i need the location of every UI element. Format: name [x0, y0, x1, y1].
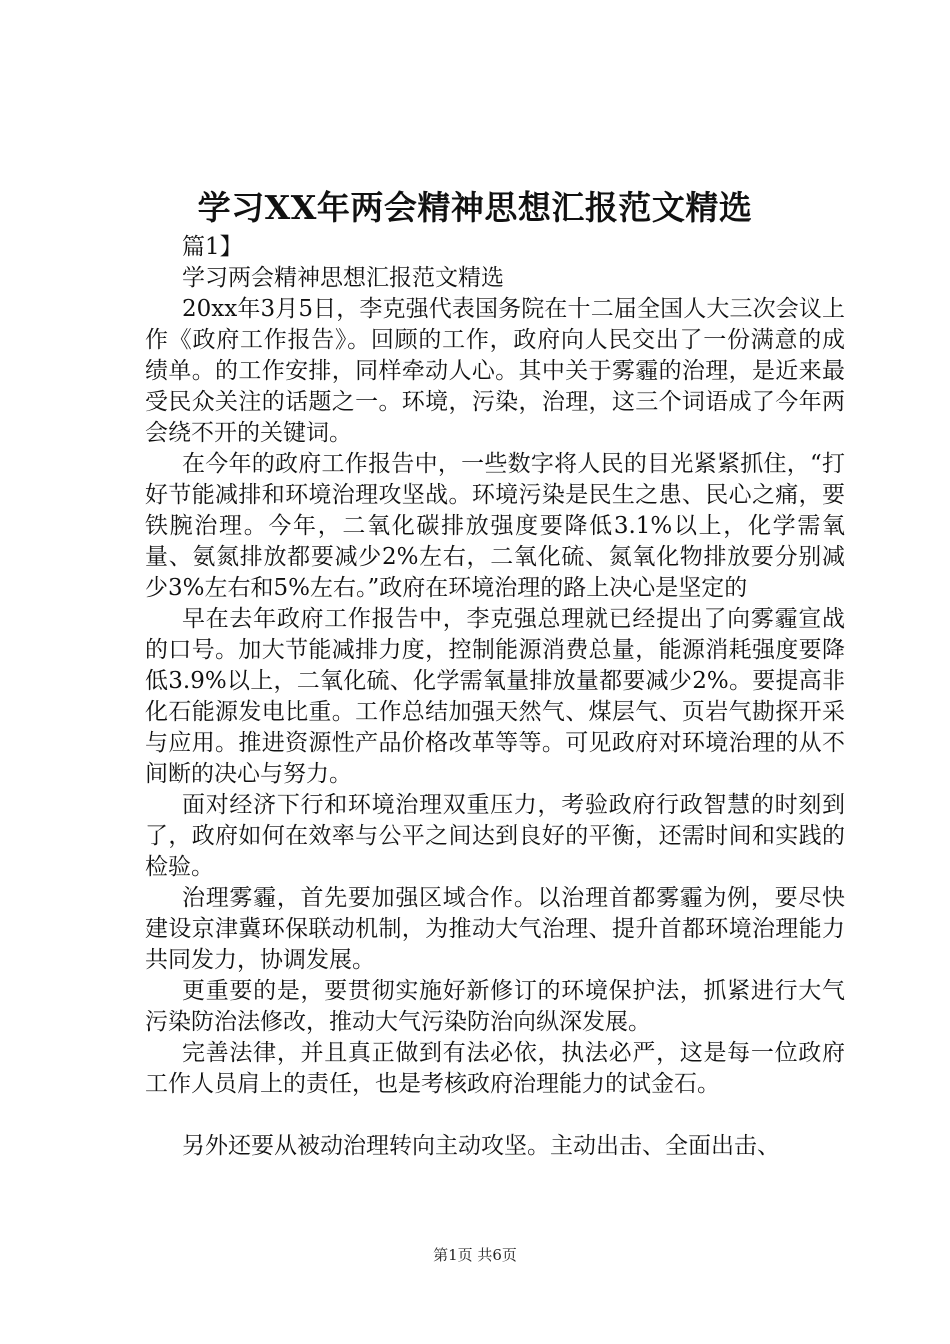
paragraph: 在今年的政府工作报告中，一些数字将人民的目光紧紧抓住，“打好节能减排和环境治理攻坚战。环境污染是民生之患、民心之痛，要铁腕治理。今年，二氧化碳排放强度要降低3.1%以上，化学需氧量、氨氮排放都要减少2%左右，二氧化硫、氮氧化物排放要分别减少3%左右和5%左右。”政府在环境治理的路上决心是坚定的 — [145, 451, 845, 601]
paragraph: 早在去年政府工作报告中，李克强总理就已经提出了向雾霾宣战的口号。加大节能减排力度，控制能源消费总量，能源消耗强度要降低3.9%以上，二氧化硫、化学需氧量排放量都要减少2%。要提高非化石能源发电比重。工作总结加强天然气、煤层气、页岩气勘探开采与应用。推进资源性产品价格改革等等。可见政府对环境治理的从不间断的决心与努力。 — [145, 606, 845, 787]
paragraph: 面对经济下行和环境治理双重压力，考验政府行政智慧的时刻到了，政府如何在效率与公平之间达到良好的平衡，还需时间和实践的检验。 — [145, 792, 845, 880]
paragraph: 更重要的是，要贯彻实施好新修订的环境保护法，抓紧进行大气污染防治法修改，推动大气污染防治向纵深发展。 — [145, 978, 845, 1035]
paragraph: 完善法律，并且真正做到有法必依，执法必严，这是每一位政府工作人员肩上的责任，也是考核政府治理能力的试金石。 — [145, 1040, 845, 1097]
section-label: 篇1】 — [182, 234, 243, 260]
paragraph: 另外还要从被动治理转向主动攻坚。主动出击、全面出击、 — [182, 1133, 780, 1159]
paragraph: 治理雾霾，首先要加强区域合作。以治理首都雾霾为例，要尽快建设京津冀环保联动机制，为推动大气治理、提升首都环境治理能力共同发力，协调发展。 — [145, 885, 845, 973]
document-body — [145, 232, 845, 1162]
paragraph: 20xx年3月5日，李克强代表国务院在十二届全国人大三次会议上作《政府工作报告》。回顾的工作，政府向人民交出了一份满意的成绩单。的工作安排，同样牵动人心。其中关于雾霾的治理，是近来最受民众关注的话题之一。环境，污染，治理，这三个词语成了今年两会绕不开的关键词。 — [145, 296, 845, 446]
page-number-footer: 第1页 共6页 — [433, 1246, 517, 1264]
document-title: 学习XX年两会精神思想汇报范文精选 — [197, 188, 753, 227]
document-subtitle: 学习两会精神思想汇报范文精选 — [182, 265, 504, 291]
